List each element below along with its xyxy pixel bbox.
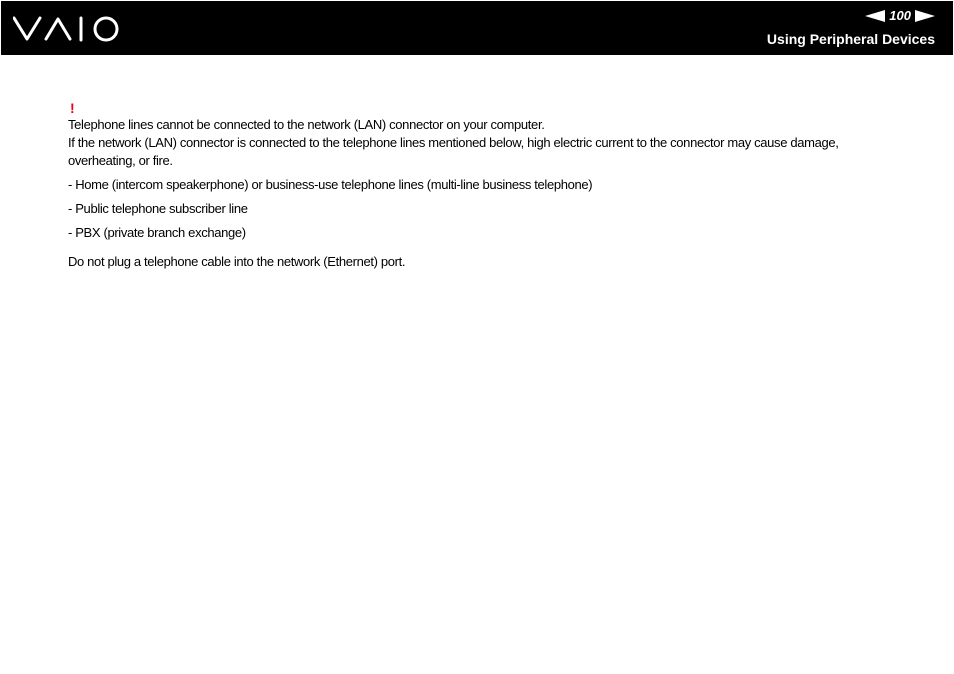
closing-note: Do not plug a telephone cable into the network (Ethernet) port.: [68, 254, 406, 269]
list-item: - Public telephone subscriber line: [68, 201, 248, 216]
list-item: - Home (intercom speakerphone) or business-use telephone lines (multi-line business telephone): [68, 177, 593, 192]
page-content: [68, 101, 898, 271]
page-header: [1, 1, 953, 55]
telephone-line-list: [68, 176, 898, 242]
page-number: 100: [889, 8, 911, 23]
warning-icon: !: [70, 100, 75, 116]
section-title: Using Peripheral Devices: [766, 31, 935, 47]
warning-line-2: If the network (LAN) connector is connected to the telephone lines mentioned below, high electric current to the connector may cause damage, overheating, or fire.: [68, 135, 839, 168]
list-item: - PBX (private branch exchange): [68, 225, 246, 240]
page-navigation: [865, 8, 935, 24]
next-page-icon[interactable]: [915, 10, 935, 22]
previous-page-icon[interactable]: [865, 10, 885, 22]
warning-line-1: Telephone lines cannot be connected to the network (LAN) connector on your computer.: [68, 117, 545, 132]
vaio-logo: [13, 15, 121, 43]
